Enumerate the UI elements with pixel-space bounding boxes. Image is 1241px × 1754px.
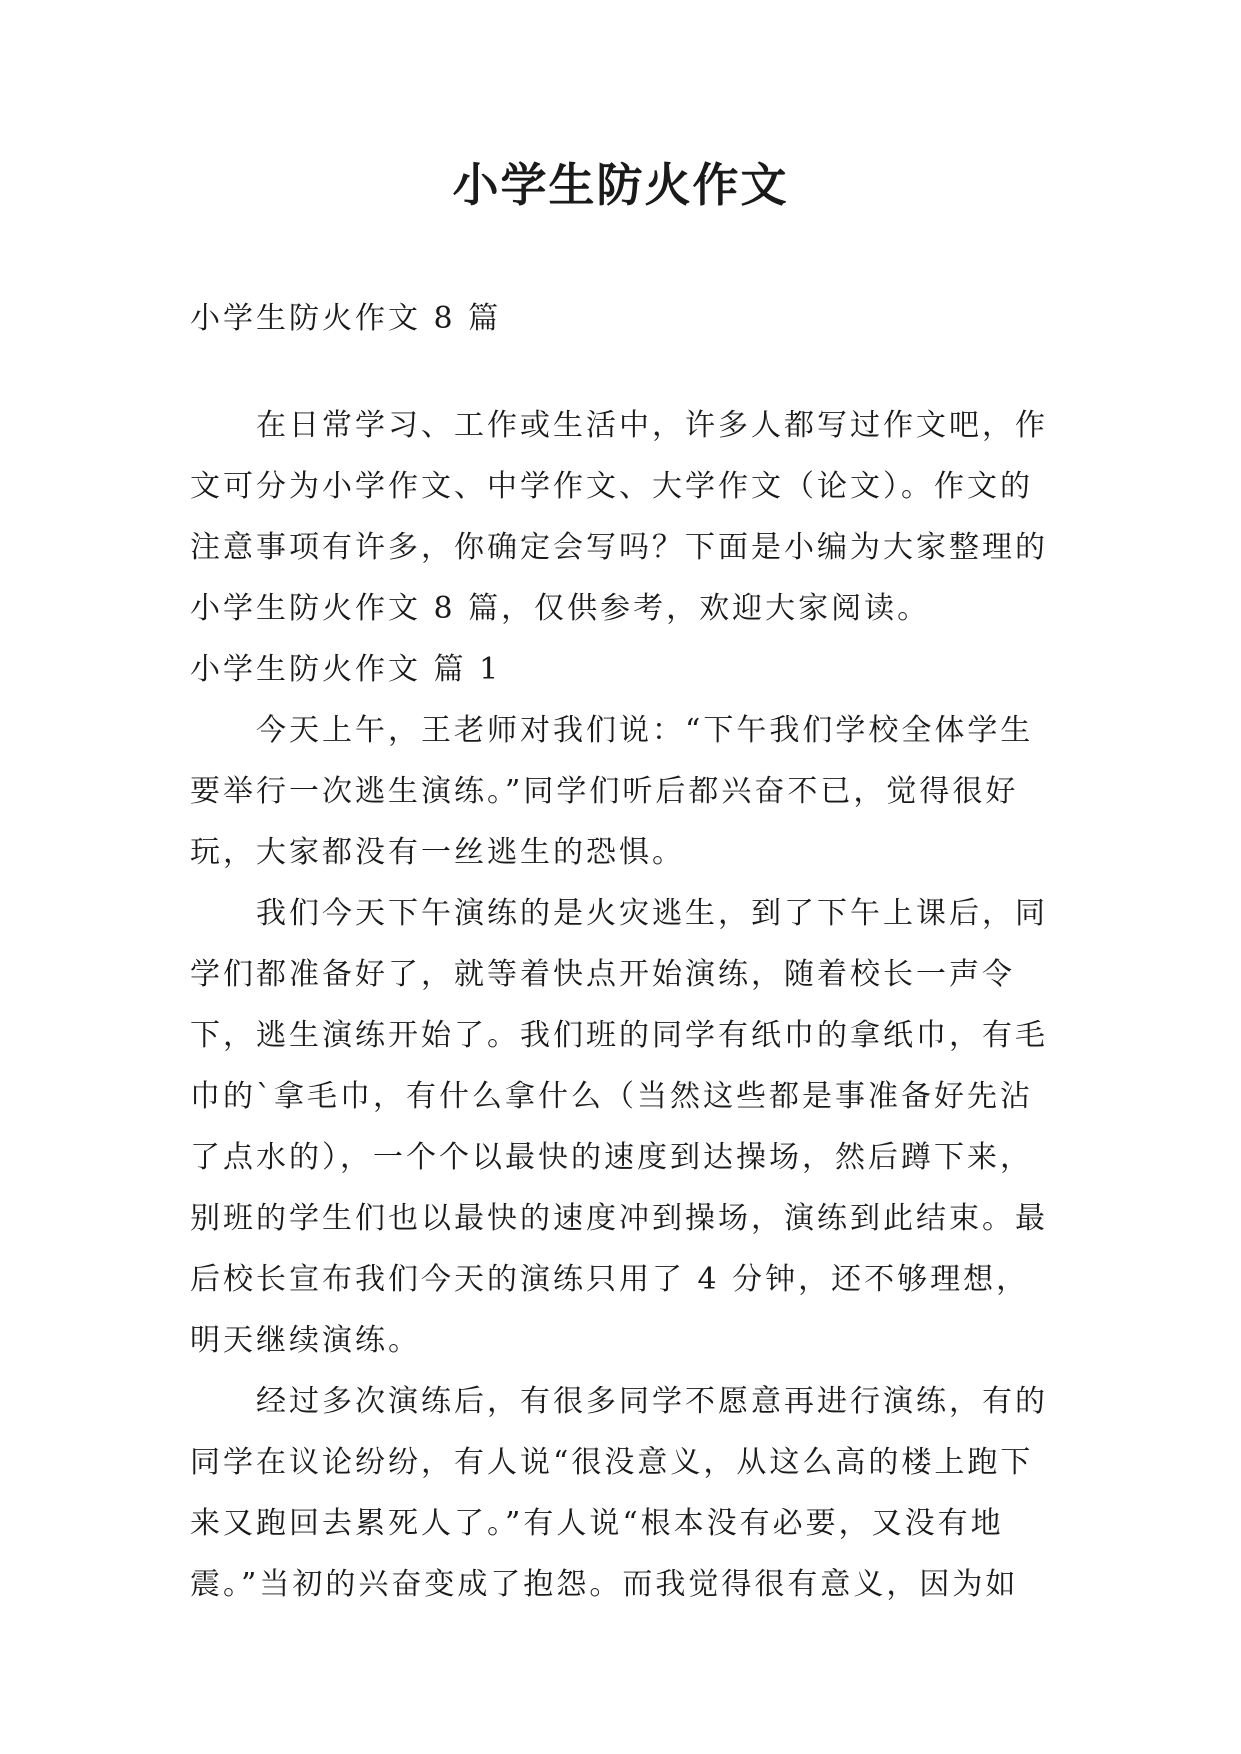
document-subtitle: 小学生防火作文 8 篇: [190, 301, 502, 336]
document-body: [190, 395, 1062, 1615]
body-paragraph: 经过多次演练后，有很多同学不愿意再进行演练，有的同学在议论纷纷，有人说“很没意义，从这么高的楼上跑下来又跑回去累死人了。”有人说“根本没有必要，又没有地震。”当初的兴奋变成了抱怨。而我觉得很有意义，因为如: [190, 1384, 1048, 1602]
body-paragraph: 我们今天下午演练的是火灾逃生，到了下午上课后，同学们都准备好了，就等着快点开始演练，随着校长一声令下，逃生演练开始了。我们班的同学有纸巾的拿纸巾，有毛巾的`拿毛巾，有什么拿什么（当然这些都是事准备好先沾了点水的），一个个以最快的速度到达操场，然后蹲下来，别班的学生们也以最快的速度冲到操场，演练到此结束。最后校长宣布我们今天的演练只用了 4 分钟，还不够理想，明天继续演练。: [190, 896, 1048, 1358]
section-heading: 小学生防火作文 篇 1: [190, 652, 502, 687]
body-paragraph: 今天上午，王老师对我们说：“下午我们学校全体学生要举行一次逃生演练。”同学们听后都兴奋不已，觉得很好玩，大家都没有一丝逃生的恐惧。: [190, 713, 1034, 870]
intro-paragraph: 在日常学习、工作或生活中，许多人都写过作文吧，作文可分为小学作文、中学作文、大学作文（论文）。作文的注意事项有许多，你确定会写吗？下面是小编为大家整理的小学生防火作文 8 篇，仅供参考，欢迎大家阅读。: [190, 408, 1048, 626]
document-title: 小学生防火作文: [452, 158, 789, 212]
